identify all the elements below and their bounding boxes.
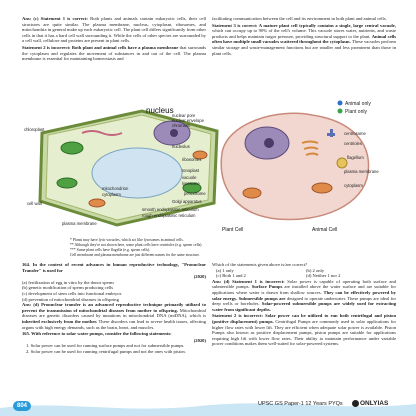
page-footer bbox=[0, 394, 416, 416]
plasma-membrane-label-animal: plasma membrane bbox=[344, 169, 379, 174]
tonoplast-label: tonoplast bbox=[182, 168, 199, 173]
centrosome-label: centrosome bbox=[344, 131, 366, 136]
answer-165 bbox=[212, 279, 396, 313]
statement-text: which can occupy up to 90% of the cell's volume. This vacuole stores water, nutrients, and waste products and helps maintain turgor pressure, providing structural support to the plant. bbox=[212, 28, 396, 39]
option-item: (b) 2 only bbox=[306, 267, 325, 273]
golgi-label: Golgi apparatus bbox=[172, 199, 202, 204]
answer-165-text: Solar power is capable of operating both surface and submersible pumps. bbox=[212, 278, 396, 290]
chloroplast-shape bbox=[61, 142, 83, 154]
cell-comparison-figure bbox=[22, 93, 396, 233]
continued-text: facilitating communication between the cell and its environment in both plant and animal cells. bbox=[212, 16, 387, 21]
statement-text: that surrounds the cytoplasm and regulates the movement of substances in and out of the cell. The plasma membrane is essential for maintaining homeostasis and bbox=[22, 44, 206, 62]
legend-animal-dot bbox=[338, 101, 343, 106]
answer-column-top-right bbox=[212, 16, 396, 57]
question-164-year: (2020) bbox=[193, 274, 206, 280]
answer-column-top-left bbox=[22, 16, 206, 63]
answer-164-text: Mitochondrial diseases are genetic disorders caused by mutations in mitochondrial DNA (mtDNA), which is bbox=[22, 307, 206, 319]
option-item: (c) Both 1 and 2 bbox=[216, 273, 246, 279]
figure-note: Cell membrane and plasma membrane are just different names for the same structure. bbox=[70, 253, 200, 257]
statement-2-paragraph bbox=[212, 313, 396, 347]
answer-165-text2: are installed above the water surface and are suitable for applications where water is drawn from shallow sources. bbox=[212, 284, 396, 295]
figure-note: * Plants may have lytic vacuoles, which act like lysosomes in animal cells. bbox=[70, 238, 184, 242]
option-item: (c) development of stem cells into functional embryos bbox=[22, 290, 122, 296]
statement-2-text: Centrifugal Pumps are commonly used in solar applications for higher flow rates with lower lift. They are efficient when adequate solar power is available. Piston Pumps also known as positive displacement pumps, piston pumps are suitable for applications requiring high lift with lower flow rates. Their ability to maintain performance under variable power conditions makes them well-suited for solar-powered systems. bbox=[212, 318, 396, 347]
chloroplast-shape bbox=[57, 178, 77, 188]
figure-notes bbox=[70, 238, 370, 258]
statement-bold-text: Animal cells often have multiple small vacuoles scattered throughout the cytoplasm. bbox=[212, 33, 396, 45]
cytoplasm-label-animal: cytoplasm bbox=[344, 183, 363, 188]
ribosomes-label: ribosomes bbox=[182, 157, 202, 162]
plant-cell-label: Plant Cell bbox=[222, 227, 244, 233]
statement-heading: Statement 2 is incorrect: Both plant and animal cells have a plasma membrane bbox=[22, 44, 179, 50]
answer-165-bold3: Solar-powered submersible pumps are widely used for extracting water from significant depths. bbox=[212, 301, 396, 312]
centrioles-label: centrioles bbox=[344, 141, 362, 146]
question-165 bbox=[22, 331, 206, 337]
statement-2-heading: Statement 2 is incorrect: Solar power can be utilized to run both centrifugal and piston (positive displacement) pumps. bbox=[212, 313, 396, 324]
question-prompt: Which of the statements given above is/are correct? bbox=[212, 262, 308, 267]
option-item: (a) fertilization of egg in vitro by the donor sperm bbox=[22, 279, 114, 285]
answer-165-bold: Surface Pumps bbox=[251, 284, 283, 290]
legend-plant-label: Plant only bbox=[345, 109, 367, 115]
lysosome-label: lysosome bbox=[182, 181, 200, 186]
question-164-text: 164. In the context of recent advances in human reproductive technology, "Pronuclear Transfer" is used for bbox=[22, 262, 206, 273]
statement-item: 1. Solar power can be used for running surface pumps and not for submersible pumps. bbox=[26, 343, 185, 349]
chromatin-label: chromatin bbox=[172, 123, 191, 128]
vacuole-label: vacuole bbox=[182, 175, 197, 180]
options-grid bbox=[212, 268, 396, 279]
cell-diagram bbox=[22, 93, 396, 233]
answer-165-bold2: They can be effectively powered by solar energy. Submersible pumps are bbox=[212, 289, 397, 301]
nucleolus-label: nucleolus bbox=[172, 144, 190, 149]
answer-165-heading: Ans: (d) Statement 1 is incorrect: bbox=[212, 278, 285, 284]
legend-plant-dot bbox=[338, 109, 343, 114]
answer-164 bbox=[22, 302, 206, 330]
statement-paragraph bbox=[22, 45, 206, 62]
rough-er-label: rough endoplasmic reticulum bbox=[142, 213, 196, 218]
question-165-year: (2020) bbox=[193, 337, 206, 343]
answer-164-bold: inherited exclusively from the mother. bbox=[22, 318, 98, 324]
answer-paragraph bbox=[22, 16, 206, 44]
flagellum-label: flagellum bbox=[347, 155, 364, 160]
question-165-text: 165. With reference to solar water pumps, consider the following statements: bbox=[22, 331, 172, 337]
brand-mark-icon bbox=[352, 400, 359, 407]
smooth-er-label: smooth endoplasmic reticulum bbox=[142, 207, 199, 212]
peroxisome-label: peroxisome bbox=[184, 191, 206, 196]
animal-cell-label: Animal Cell bbox=[312, 227, 338, 233]
answer-column-right bbox=[212, 262, 396, 348]
plant-nucleolus-shape bbox=[170, 129, 178, 137]
cell-wall-label: cell wall bbox=[27, 201, 42, 206]
nucleus-title-label: nucleus bbox=[146, 106, 174, 115]
brand-name: ONLYIAS bbox=[360, 400, 389, 408]
mitochondrion-shape bbox=[89, 199, 105, 207]
mitochondrion-shape bbox=[312, 183, 332, 193]
mitochondrion-label: mitochondrion bbox=[102, 186, 129, 191]
chloroplast-label: chloroplast bbox=[24, 127, 45, 132]
page-number-badge: 804 bbox=[13, 401, 31, 411]
answer-text: Both plants and animals contain eukaryotic cells, their cell structures are quite similar. The plasma membrane, nucleus, cytoplasm, ribosomes, and mitochondria in general make up each eukaryotic cell. The plant cell differs significantly from other cells in that it has a hard cell wall surrounding it. While the cells of other species are surrounded by a cell wall, cellulose and proteins are present in plant cells. bbox=[22, 16, 207, 44]
animal-cell-membrane-shape bbox=[221, 113, 368, 219]
footer-book-title: UPSC GS Paper-1 12 Years PYQs bbox=[258, 401, 343, 407]
statement-paragraph bbox=[212, 23, 396, 57]
nuclear-envelope-label: nuclear envelope bbox=[172, 118, 204, 123]
option-item: (a) 1 only bbox=[216, 267, 234, 273]
answer-164-heading: Ans: (d) Pronuclear transfer is an advanced reproductive technique primarily utilized to prevent the transmission of mitochondrial diseases from mother to offspring. bbox=[22, 302, 206, 313]
answer-165-text3: designed to operate underwater. These pumps are ideal for deep wells or boreholes. bbox=[212, 295, 396, 307]
statement-item: 2. Solar power can be used for running centrifugal pumps and not the ones with piston. bbox=[26, 348, 186, 354]
nuclear-pore-label: nuclear pore bbox=[172, 113, 196, 118]
statement-heading: Statement 3 is correct: A mature plant cell typically contains a single, large central vacuole, bbox=[212, 22, 396, 28]
animal-nucleolus-shape bbox=[264, 138, 274, 148]
lysosome-shape bbox=[337, 158, 347, 168]
option-item: (d) prevention of mitochondrial diseases in offspring bbox=[22, 296, 119, 302]
animal-cell-illustration bbox=[221, 113, 368, 219]
mitochondrion-shape bbox=[243, 188, 261, 198]
statement-text-tail: These vacuoles perform similar storage and waste-management functions but are smaller and less prominent than those in plant cells. bbox=[212, 39, 396, 56]
answer-heading: Ans: (c) Statement 1 is correct: bbox=[22, 16, 88, 21]
legend-animal-label: Animal only bbox=[345, 101, 371, 107]
centriole-shape bbox=[330, 129, 333, 137]
question-164 bbox=[22, 262, 206, 273]
brand-logo bbox=[352, 400, 388, 407]
plasma-membrane-label-plant: plasma membrane bbox=[62, 221, 97, 226]
question-column-left bbox=[22, 262, 206, 355]
figure-note: *** Some plant cells have flagella (e.g. sperm cells). bbox=[70, 248, 151, 252]
cytoplasm-label: cytoplasm bbox=[102, 192, 121, 197]
option-item: (d) Neither 1 nor 2 bbox=[306, 273, 341, 279]
figure-note: ** Although they're not shown here, some plant cells have centrioles (e.g. sperm cells). bbox=[70, 243, 203, 247]
option-item: (b) genetic modification of sperm producing cells bbox=[22, 285, 114, 291]
answer-164-tail: These disorders can lead to severe health issues, affecting organs with high energy demands, such as the brain, heart, and muscles. bbox=[22, 318, 206, 330]
